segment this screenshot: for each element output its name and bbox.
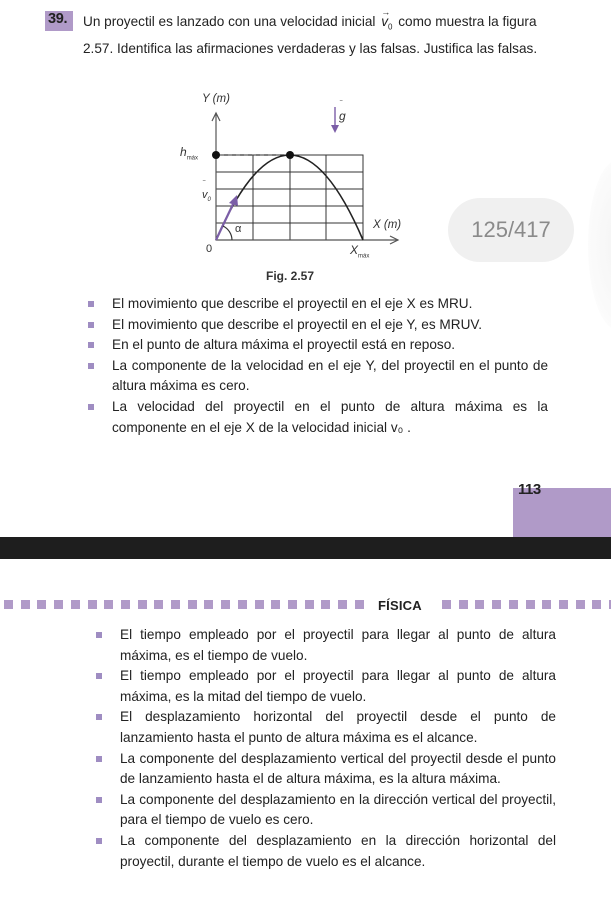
y-axis-label: Y (m): [202, 93, 230, 105]
header-square-dot-icon: [338, 600, 347, 609]
header-square-dot-icon: [21, 600, 30, 609]
square-bullet-icon: [96, 797, 102, 803]
header-square-dot-icon: [37, 600, 46, 609]
square-bullet-icon: [88, 404, 94, 410]
list-item: La componente del desplazamiento en la dirección horizontal del proyectil, durante el tiempo de vuelo es el alcance.: [94, 831, 556, 872]
header-square-dot-icon: [71, 600, 80, 609]
header-square-dot-icon: [121, 600, 130, 609]
header-square-dot-icon: [526, 600, 535, 609]
header-square-dot-icon: [104, 600, 113, 609]
hmax-label: $h_{máx}$: [180, 145, 199, 162]
v0-label: ‾ $v_0$: [202, 181, 211, 204]
header-square-dot-icon: [54, 600, 63, 609]
square-bullet-icon: [88, 301, 94, 307]
header-square-dot-icon: [459, 600, 468, 609]
square-bullet-icon: [96, 838, 102, 844]
square-bullet-icon: [88, 363, 94, 369]
header-square-dot-icon: [138, 600, 147, 609]
list-item: La componente del desplazamiento vertical del proyectil desde el punto de lanzamiento hasta el de altura máxima, es la altura máxima.: [94, 749, 556, 790]
header-square-dot-icon: [442, 600, 451, 609]
question-text-part2: como muestra la figura 2.57. Identifica las afirmaciones verdaderas y las falsas. Justifica las falsas.: [83, 14, 538, 57]
question-text: [83, 7, 553, 60]
header-square-dot-icon: [542, 600, 551, 609]
section-header-dots: [0, 597, 611, 613]
list-item: La componente de la velocidad en el eje Y, del proyectil en el punto de altura máxima es cero.: [86, 356, 548, 397]
next-page-edge: [588, 160, 611, 330]
list-item: La velocidad del proyectil en el punto de altura máxima es la componente en el eje X de la velocidad inicial v₀ .: [86, 397, 548, 438]
list-item: El movimiento que describe el proyectil en el eje Y, es MRUV.: [86, 315, 548, 336]
header-square-dot-icon: [4, 600, 13, 609]
page-number: 113: [518, 481, 541, 498]
header-square-dot-icon: [305, 600, 314, 609]
header-square-dot-icon: [255, 600, 264, 609]
header-square-dot-icon: [576, 600, 585, 609]
gravity-label: ‾ g: [339, 101, 346, 123]
header-square-dot-icon: [154, 600, 163, 609]
header-square-dot-icon: [204, 600, 213, 609]
question-number: 39.: [48, 11, 68, 27]
page-separator: [0, 537, 611, 559]
xmax-label: $X_{máx}$: [350, 243, 370, 260]
header-square-dot-icon: [221, 600, 230, 609]
header-square-dot-icon: [509, 600, 518, 609]
section-title: FÍSICA: [378, 598, 422, 613]
square-bullet-icon: [96, 756, 102, 762]
header-square-dot-icon: [88, 600, 97, 609]
square-bullet-icon: [88, 342, 94, 348]
header-square-dot-icon: [238, 600, 247, 609]
figure-caption: Fig. 2.57: [265, 269, 315, 283]
header-square-dot-icon: [171, 600, 180, 609]
page-counter-label: 125/417: [471, 217, 551, 242]
header-square-dot-icon: [559, 600, 568, 609]
square-bullet-icon: [96, 714, 102, 720]
list-item: La componente del desplazamiento en la dirección vertical del proyectil, para el tiempo de vuelo es cero.: [94, 790, 556, 831]
origin-label: 0: [206, 243, 213, 255]
square-bullet-icon: [96, 673, 102, 679]
header-square-dot-icon: [355, 600, 364, 609]
header-square-dot-icon: [492, 600, 501, 609]
projectile-figure: [160, 85, 420, 285]
header-square-dot-icon: [288, 600, 297, 609]
page-counter-pill: [448, 198, 574, 262]
statement-list-2: [94, 625, 556, 872]
list-item: El tiempo empleado por el proyectil para llegar al punto de altura máxima, es el tiempo de vuelo.: [94, 625, 556, 666]
list-item: El desplazamiento horizontal del proyectil desde el punto de lanzamiento hasta el punto de altura máxima es el alcance.: [94, 707, 556, 748]
square-bullet-icon: [88, 322, 94, 328]
header-square-dot-icon: [321, 600, 330, 609]
angle-alpha-label: α: [235, 223, 242, 235]
list-item: En el punto de altura máxima el proyectil está en reposo.: [86, 335, 548, 356]
question-text-part1: Un proyectil es lanzado con una velocidad inicial: [83, 14, 380, 29]
list-item: El tiempo empleado por el proyectil para llegar al punto de altura máxima, es la mitad del tiempo de vuelo.: [94, 666, 556, 707]
question-number-badge: [45, 11, 73, 31]
header-square-dot-icon: [475, 600, 484, 609]
header-square-dot-icon: [188, 600, 197, 609]
v0-vector-symbol: → $v_0$: [381, 7, 393, 32]
statement-list-1: [86, 294, 548, 438]
x-axis-label: X (m): [373, 219, 402, 231]
square-bullet-icon: [96, 632, 102, 638]
header-square-dot-icon: [592, 600, 601, 609]
header-square-dot-icon: [271, 600, 280, 609]
list-item: El movimiento que describe el proyectil en el eje X es MRU.: [86, 294, 548, 315]
